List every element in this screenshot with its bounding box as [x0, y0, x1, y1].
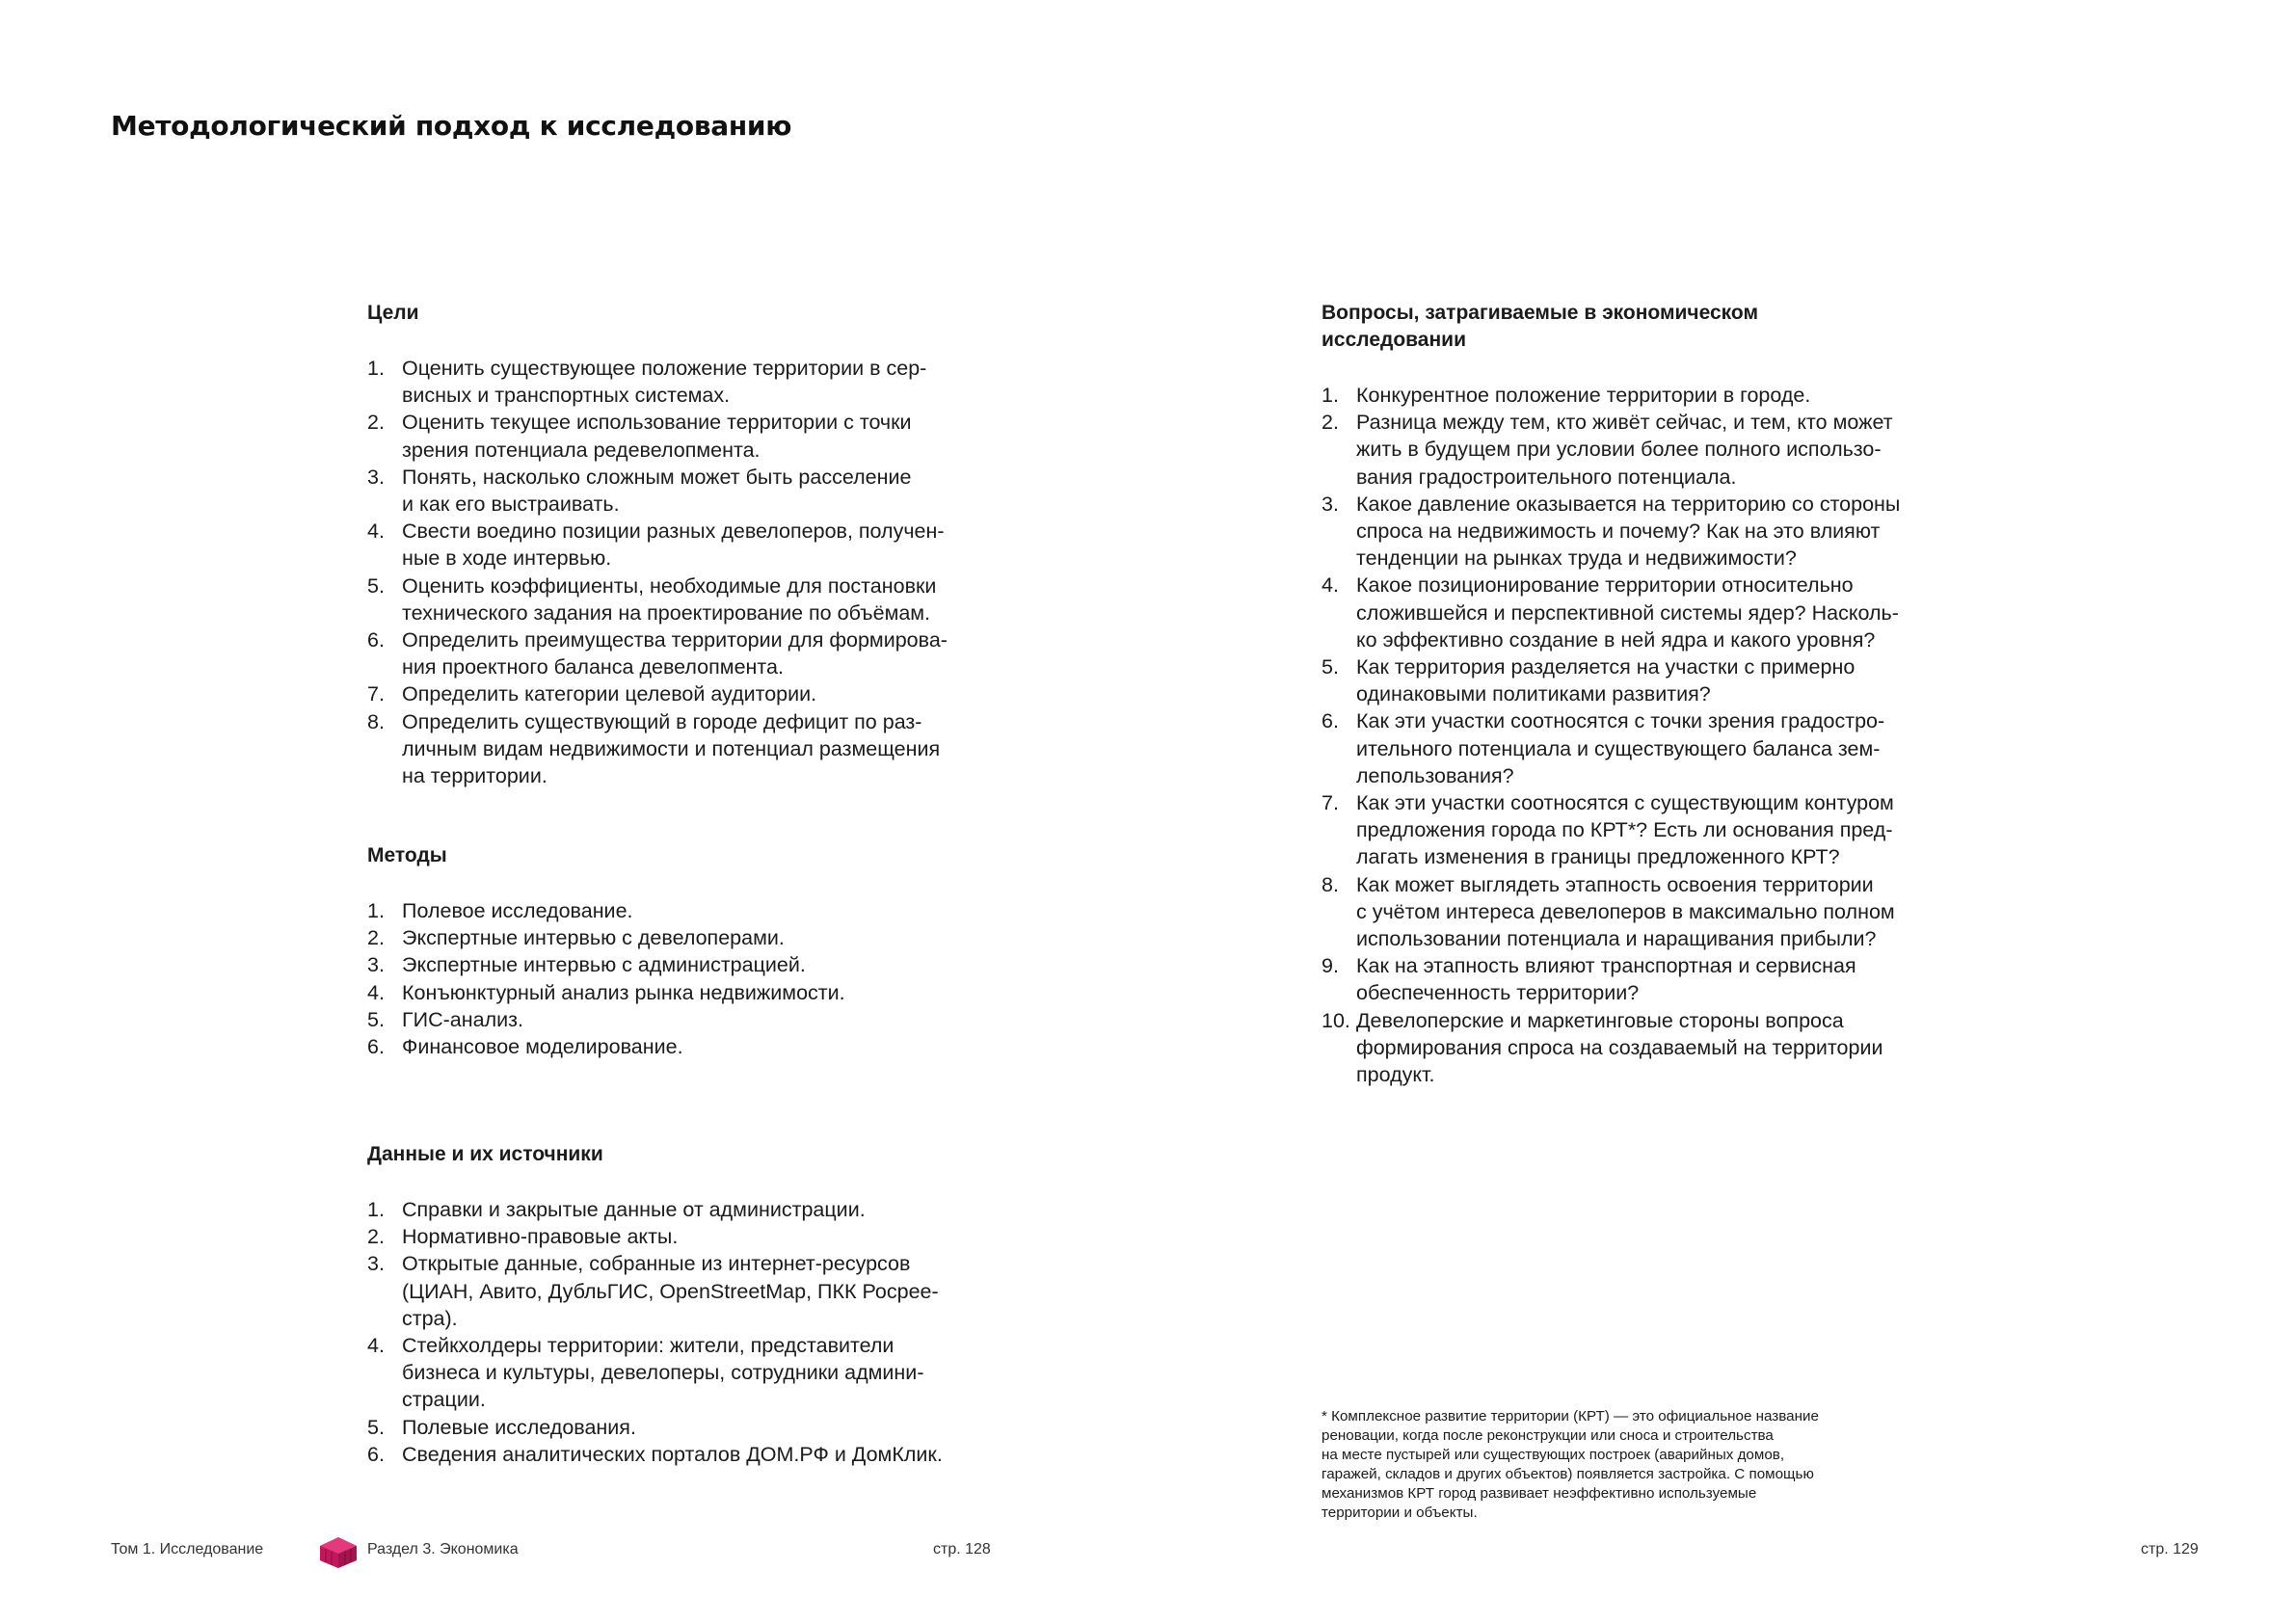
list-item-text: Нормативно-правовые акты.	[402, 1225, 679, 1249]
list-item-text: Определить категории целевой аудитории.	[402, 682, 817, 706]
list-item-text: Оценить текущее использование территории с точки зрения потенциала редевелопмента.	[402, 411, 912, 462]
list-item-text: Конкурентное положение территории в городе.	[1356, 384, 1811, 407]
list-item	[367, 680, 948, 707]
list-item	[367, 951, 845, 978]
list-item-text: Как на этапность влияют транспортная и сервисная обеспеченность территории?	[1356, 954, 1856, 1005]
list-item-number: 4.	[367, 980, 385, 1004]
list-item-number: 10.	[1322, 1008, 1350, 1032]
list-item-text: Как территория разделяется на участки с примерно одинаковыми политиками развития?	[1356, 655, 1855, 706]
list-item-text: Финансовое моделирование.	[402, 1035, 683, 1059]
list-item	[367, 1006, 845, 1033]
list-item-number: 5.	[1322, 655, 1339, 679]
footnote: * Комплексное развитие территории (КРТ) — это официальное название реновации, когда после реконструкции или сноса и строительства на месте пустырей или существующих построек (аварийных домов, гаражей, складов и других объектов) появляется застройка. С помощью механизмов КРТ город развивает неэффективно используемые территории и объекты.	[1322, 1408, 1819, 1521]
list-item	[367, 464, 948, 518]
list-item	[1322, 409, 1900, 491]
list-item-text: Справки и закрытые данные от администрации.	[402, 1198, 866, 1221]
list-item-text: Какое позиционирование территории относительно сложившейся и перспективной системы ядер? Насколь- ко эффективно создание в ней ядра и какого уровня?	[1356, 573, 1899, 652]
list-item-number: 7.	[1322, 791, 1339, 815]
list-item-text: Свести воедино позиции разных девелоперов, получен- ные в ходе интервью.	[402, 519, 945, 571]
cube-logo-icon	[318, 1535, 359, 1570]
list-item-text: Определить преимущества территории для формирова- ния проектного баланса девелопмента.	[402, 628, 948, 679]
list-item-text: Как может выглядеть этапность освоения территории с учётом интереса девелоперов в максимально полном использовании потенциала и наращивания прибыли?	[1356, 872, 1895, 951]
list-item	[367, 1332, 943, 1414]
list-item-number: 1.	[367, 899, 385, 922]
list-item-text: Оценить коэффициенты, необходимые для постановки технического задания на проектирование по объёмам.	[402, 573, 937, 625]
list-item-number: 5.	[367, 1007, 385, 1031]
list-item	[1322, 789, 1900, 871]
list-item-number: 2.	[367, 1225, 385, 1249]
list-item-number: 4.	[367, 519, 385, 544]
page-number-right: стр. 129	[2141, 1541, 2199, 1557]
list-item-number: 7.	[367, 682, 385, 706]
list-item-number: 6.	[1322, 709, 1339, 733]
list-item-text: Сведения аналитических порталов ДОМ.РФ и ДомКлик.	[402, 1442, 943, 1466]
list-item-number: 8.	[367, 709, 385, 733]
list-item	[367, 1414, 943, 1441]
list-item	[367, 1223, 943, 1250]
list-item	[367, 355, 948, 409]
list-item	[367, 1250, 943, 1332]
list-item-number: 2.	[1322, 411, 1339, 435]
methods-heading: Методы	[367, 844, 447, 866]
data-sources-heading: Данные и их источники	[367, 1143, 603, 1165]
list-item-number: 1.	[367, 1198, 385, 1221]
list-item	[367, 1033, 845, 1060]
list-item-text: ГИС-анализ.	[402, 1007, 523, 1031]
list-item-number: 1.	[367, 357, 385, 380]
list-item-text: Понять, насколько сложным может быть расселение и как его выстраивать.	[402, 465, 912, 517]
list-item	[367, 626, 948, 680]
list-item-number: 6.	[367, 1442, 385, 1466]
list-item-text: Конъюнктурный анализ рынка недвижимости.	[402, 980, 845, 1004]
goals-list	[367, 355, 948, 789]
list-item-text: Полевое исследование.	[402, 899, 633, 922]
list-item	[1322, 1007, 1900, 1089]
list-item	[1322, 707, 1900, 789]
page-number-left: стр. 128	[933, 1541, 991, 1557]
list-item-text: Какое давление оказывается на территорию со стороны спроса на недвижимость и почему? Как на это влияют тенденции на рынках труда и недвижимости?	[1356, 492, 1901, 571]
list-item-text: Девелоперские и маркетинговые стороны вопроса формирования спроса на создаваемый на территории продукт.	[1356, 1008, 1883, 1087]
list-item-number: 5.	[367, 573, 385, 598]
list-item	[367, 708, 948, 790]
list-item	[367, 924, 845, 951]
footer-section: Раздел 3. Экономика	[367, 1541, 519, 1557]
list-item	[367, 979, 845, 1006]
list-item	[1322, 871, 1900, 953]
page-title: Методологический подход к исследованию	[111, 110, 792, 142]
list-item	[367, 518, 948, 572]
list-item-number: 3.	[367, 1252, 385, 1276]
list-item-number: 4.	[367, 1334, 385, 1358]
list-item-text: Определить существующий в городе дефицит по раз- личным видам недвижимости и потенциал размещения на территории.	[402, 709, 941, 788]
list-item-text: Оценить существующее положение территории в сер- висных и транспортных системах.	[402, 357, 927, 408]
list-item-number: 5.	[367, 1415, 385, 1439]
list-item	[367, 1196, 943, 1223]
list-item-number: 6.	[367, 628, 385, 652]
list-item-number: 3.	[1322, 492, 1339, 516]
data-sources-list	[367, 1196, 943, 1468]
list-item-number: 2.	[367, 411, 385, 435]
list-item-number: 3.	[367, 953, 385, 977]
list-item	[367, 409, 948, 463]
list-item-text: Как эти участки соотносятся с точки зрения градостро- ительного потенциала и существующего баланса зем- лепользования?	[1356, 709, 1885, 787]
list-item-text: Стейкхолдеры территории: жители, представители бизнеса и культуры, девелоперы, сотрудники админи- страции.	[402, 1334, 924, 1412]
questions-heading: Вопросы, затрагиваемые в экономическом исследовании	[1322, 302, 1758, 351]
list-item	[367, 1441, 943, 1468]
list-item-text: Экспертные интервью с администрацией.	[402, 953, 806, 977]
list-item-text: Как эти участки соотносятся с существующим контуром предложения города по КРТ*? Есть ли основания пред- лагать изменения в границы предложенного КРТ?	[1356, 791, 1894, 869]
list-item	[1322, 952, 1900, 1006]
list-item-text: Экспертные интервью с девелоперами.	[402, 926, 785, 950]
list-item	[367, 572, 948, 626]
methods-list	[367, 897, 845, 1060]
list-item-text: Полевые исследования.	[402, 1415, 636, 1439]
list-item	[1322, 572, 1900, 653]
list-item-number: 3.	[367, 465, 385, 489]
list-item-number: 2.	[367, 926, 385, 950]
list-item-number: 6.	[367, 1035, 385, 1059]
list-item-number: 4.	[1322, 573, 1339, 598]
list-item	[1322, 653, 1900, 707]
questions-list	[1322, 382, 1900, 1088]
list-item-number: 8.	[1322, 872, 1339, 896]
list-item	[367, 897, 845, 924]
footer-volume: Том 1. Исследование	[111, 1541, 264, 1557]
list-item	[1322, 382, 1900, 409]
list-item-number: 9.	[1322, 954, 1339, 978]
goals-heading: Цели	[367, 302, 419, 324]
list-item	[1322, 491, 1900, 572]
list-item-text: Открытые данные, собранные из интернет-ресурсов (ЦИАН, Авито, ДубльГИС, OpenStreetMap, ПКК Росрее- стра).	[402, 1252, 939, 1330]
list-item-text: Разница между тем, кто живёт сейчас, и тем, кто может жить в будущем при условии более полного использо- вания градостроительного потенциала.	[1356, 411, 1893, 489]
list-item-number: 1.	[1322, 384, 1339, 407]
